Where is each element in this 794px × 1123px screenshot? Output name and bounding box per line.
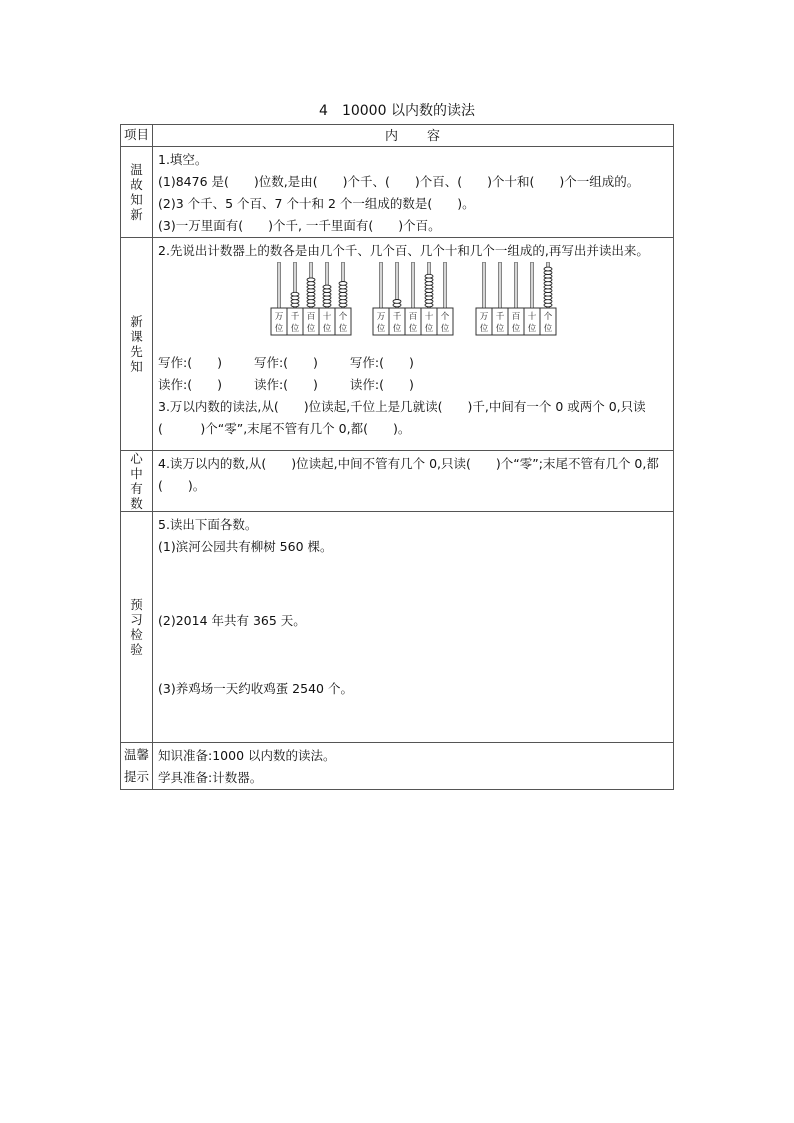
section-tips bbox=[121, 743, 674, 790]
abacus-place-label: 百 bbox=[408, 312, 418, 322]
abacus-place-label: 个 bbox=[440, 312, 450, 322]
abacus-place-label: 个 bbox=[543, 312, 553, 322]
answer-space-1 bbox=[158, 558, 669, 610]
q5-item-2: (2)2014 年共有 365 天。 bbox=[158, 613, 306, 628]
section-content-preview-check bbox=[153, 512, 674, 743]
write-blank-2: 写作:( ) bbox=[253, 355, 318, 370]
write-line bbox=[158, 352, 669, 374]
abacus-place-label: 位 bbox=[511, 324, 521, 334]
section-label-tips: 温馨 提示 bbox=[121, 743, 153, 790]
q3-text: 3.万以内数的读法,从( )位读起,千位上是几就读( )千,中间有一个 0 或两个 0,只读( )个“零”,末尾不管有几个 0,都( )。 bbox=[158, 399, 646, 436]
section-review bbox=[121, 147, 674, 238]
abacus-rod bbox=[380, 262, 382, 308]
abacus-place-label: 千 bbox=[495, 312, 505, 322]
worksheet-title: 4 10000 以内数的读法 bbox=[319, 103, 475, 119]
tip-knowledge: 知识准备:1000 以内数的读法。 bbox=[158, 748, 336, 763]
abacus-rod bbox=[278, 262, 280, 308]
write-blank-3: 写作:( ) bbox=[349, 355, 414, 370]
section-label-mind: 心 中 有 数 bbox=[121, 451, 153, 512]
abacus-rod bbox=[515, 262, 517, 308]
abacus-place-label: 个 bbox=[338, 312, 348, 322]
abacus-rod bbox=[499, 262, 501, 308]
abacus-bead bbox=[339, 282, 347, 286]
abacus-place-label: 十 bbox=[322, 312, 332, 322]
abacus-place-label: 位 bbox=[338, 324, 348, 334]
section-content-mind bbox=[153, 451, 674, 512]
abacus-place-label: 位 bbox=[440, 324, 450, 334]
worksheet-table bbox=[120, 124, 674, 790]
q4-text: 4.读万以内的数,从( )位读起,中间不管有几个 0,只读( )个“零”;末尾不管有几个 0,都( )。 bbox=[158, 456, 659, 493]
abacus-place-label: 位 bbox=[290, 324, 300, 334]
q1-item-1: (1)8476 是( )位数,是由( )个千、( )个百、( )个十和( )个一组成的。 bbox=[158, 174, 640, 189]
abacus-group bbox=[158, 262, 669, 352]
read-line bbox=[158, 374, 669, 396]
abacus-place-label: 位 bbox=[392, 324, 402, 334]
header-col-content: 内 容 bbox=[153, 125, 674, 147]
abacus-rod bbox=[444, 262, 446, 308]
section-label-preview-check: 预 习 检 验 bbox=[121, 512, 153, 743]
abacus-bead bbox=[307, 278, 315, 282]
abacus-bead bbox=[393, 300, 401, 304]
read-blank-1: 读作:( ) bbox=[158, 377, 222, 392]
section-preview-check bbox=[121, 512, 674, 743]
q1-item-2: (2)3 个千、5 个百、7 个十和 2 个一组成的数是( )。 bbox=[158, 196, 475, 211]
abacus-place-label: 千 bbox=[290, 312, 300, 322]
section-new-lesson bbox=[121, 238, 674, 451]
abacus-place-label: 位 bbox=[274, 324, 284, 334]
abacus-bead bbox=[544, 267, 552, 271]
q2-intro: 2.先说出计数器上的数各是由几个千、几个百、几个十和几个一组成的,再写出并读出来。 bbox=[158, 243, 649, 258]
section-label-review: 温 故 知 新 bbox=[121, 147, 153, 238]
q1-title: 1.填空。 bbox=[158, 152, 208, 167]
abacus-place-label: 百 bbox=[306, 312, 316, 322]
abacus-place-label: 万 bbox=[376, 312, 386, 322]
header-row bbox=[121, 125, 674, 147]
q5-item-1: (1)滨河公园共有柳树 560 棵。 bbox=[158, 539, 333, 554]
abacus-place-label: 百 bbox=[511, 312, 521, 322]
read-blank-2: 读作:( ) bbox=[253, 377, 318, 392]
abacus-place-label: 位 bbox=[479, 324, 489, 334]
abacus-place-label: 位 bbox=[495, 324, 505, 334]
abacus-place-label: 十 bbox=[424, 312, 434, 322]
abacus-place-label: 位 bbox=[424, 324, 434, 334]
abacus-illustration bbox=[158, 262, 670, 352]
q1-item-3: (3)一万里面有( )个千, 一千里面有( )个百。 bbox=[158, 218, 441, 233]
abacus-place-label: 千 bbox=[392, 312, 402, 322]
abacus-bead bbox=[291, 292, 299, 296]
abacus-place-label: 十 bbox=[527, 312, 537, 322]
abacus-place-label: 位 bbox=[376, 324, 386, 334]
section-label-new-lesson: 新 课 先 知 bbox=[121, 238, 153, 451]
abacus-rod bbox=[531, 262, 533, 308]
abacus-rod bbox=[483, 262, 485, 308]
write-blank-1: 写作:( ) bbox=[158, 355, 222, 370]
read-blank-3: 读作:( ) bbox=[349, 377, 414, 392]
section-mind bbox=[121, 451, 674, 512]
q5-intro: 5.读出下面各数。 bbox=[158, 517, 258, 532]
abacus-bead bbox=[425, 274, 433, 278]
q5-item-3: (3)养鸡场一天约收鸡蛋 2540 个。 bbox=[158, 681, 353, 696]
answer-space-2 bbox=[158, 632, 669, 678]
abacus-place-label: 位 bbox=[322, 324, 332, 334]
section-content-tips bbox=[153, 743, 674, 790]
abacus-place-label: 万 bbox=[479, 312, 489, 322]
abacus-place-label: 位 bbox=[306, 324, 316, 334]
abacus-place-label: 位 bbox=[527, 324, 537, 334]
abacus-bead bbox=[323, 285, 331, 289]
tip-tools: 学具准备:计数器。 bbox=[158, 770, 263, 785]
header-col-project: 项目 bbox=[121, 125, 153, 147]
section-content-new-lesson bbox=[153, 238, 674, 451]
abacus-place-label: 万 bbox=[274, 312, 284, 322]
abacus-place-label: 位 bbox=[408, 324, 418, 334]
abacus-rod bbox=[412, 262, 414, 308]
abacus-place-label: 位 bbox=[543, 324, 553, 334]
section-content-review bbox=[153, 147, 674, 238]
